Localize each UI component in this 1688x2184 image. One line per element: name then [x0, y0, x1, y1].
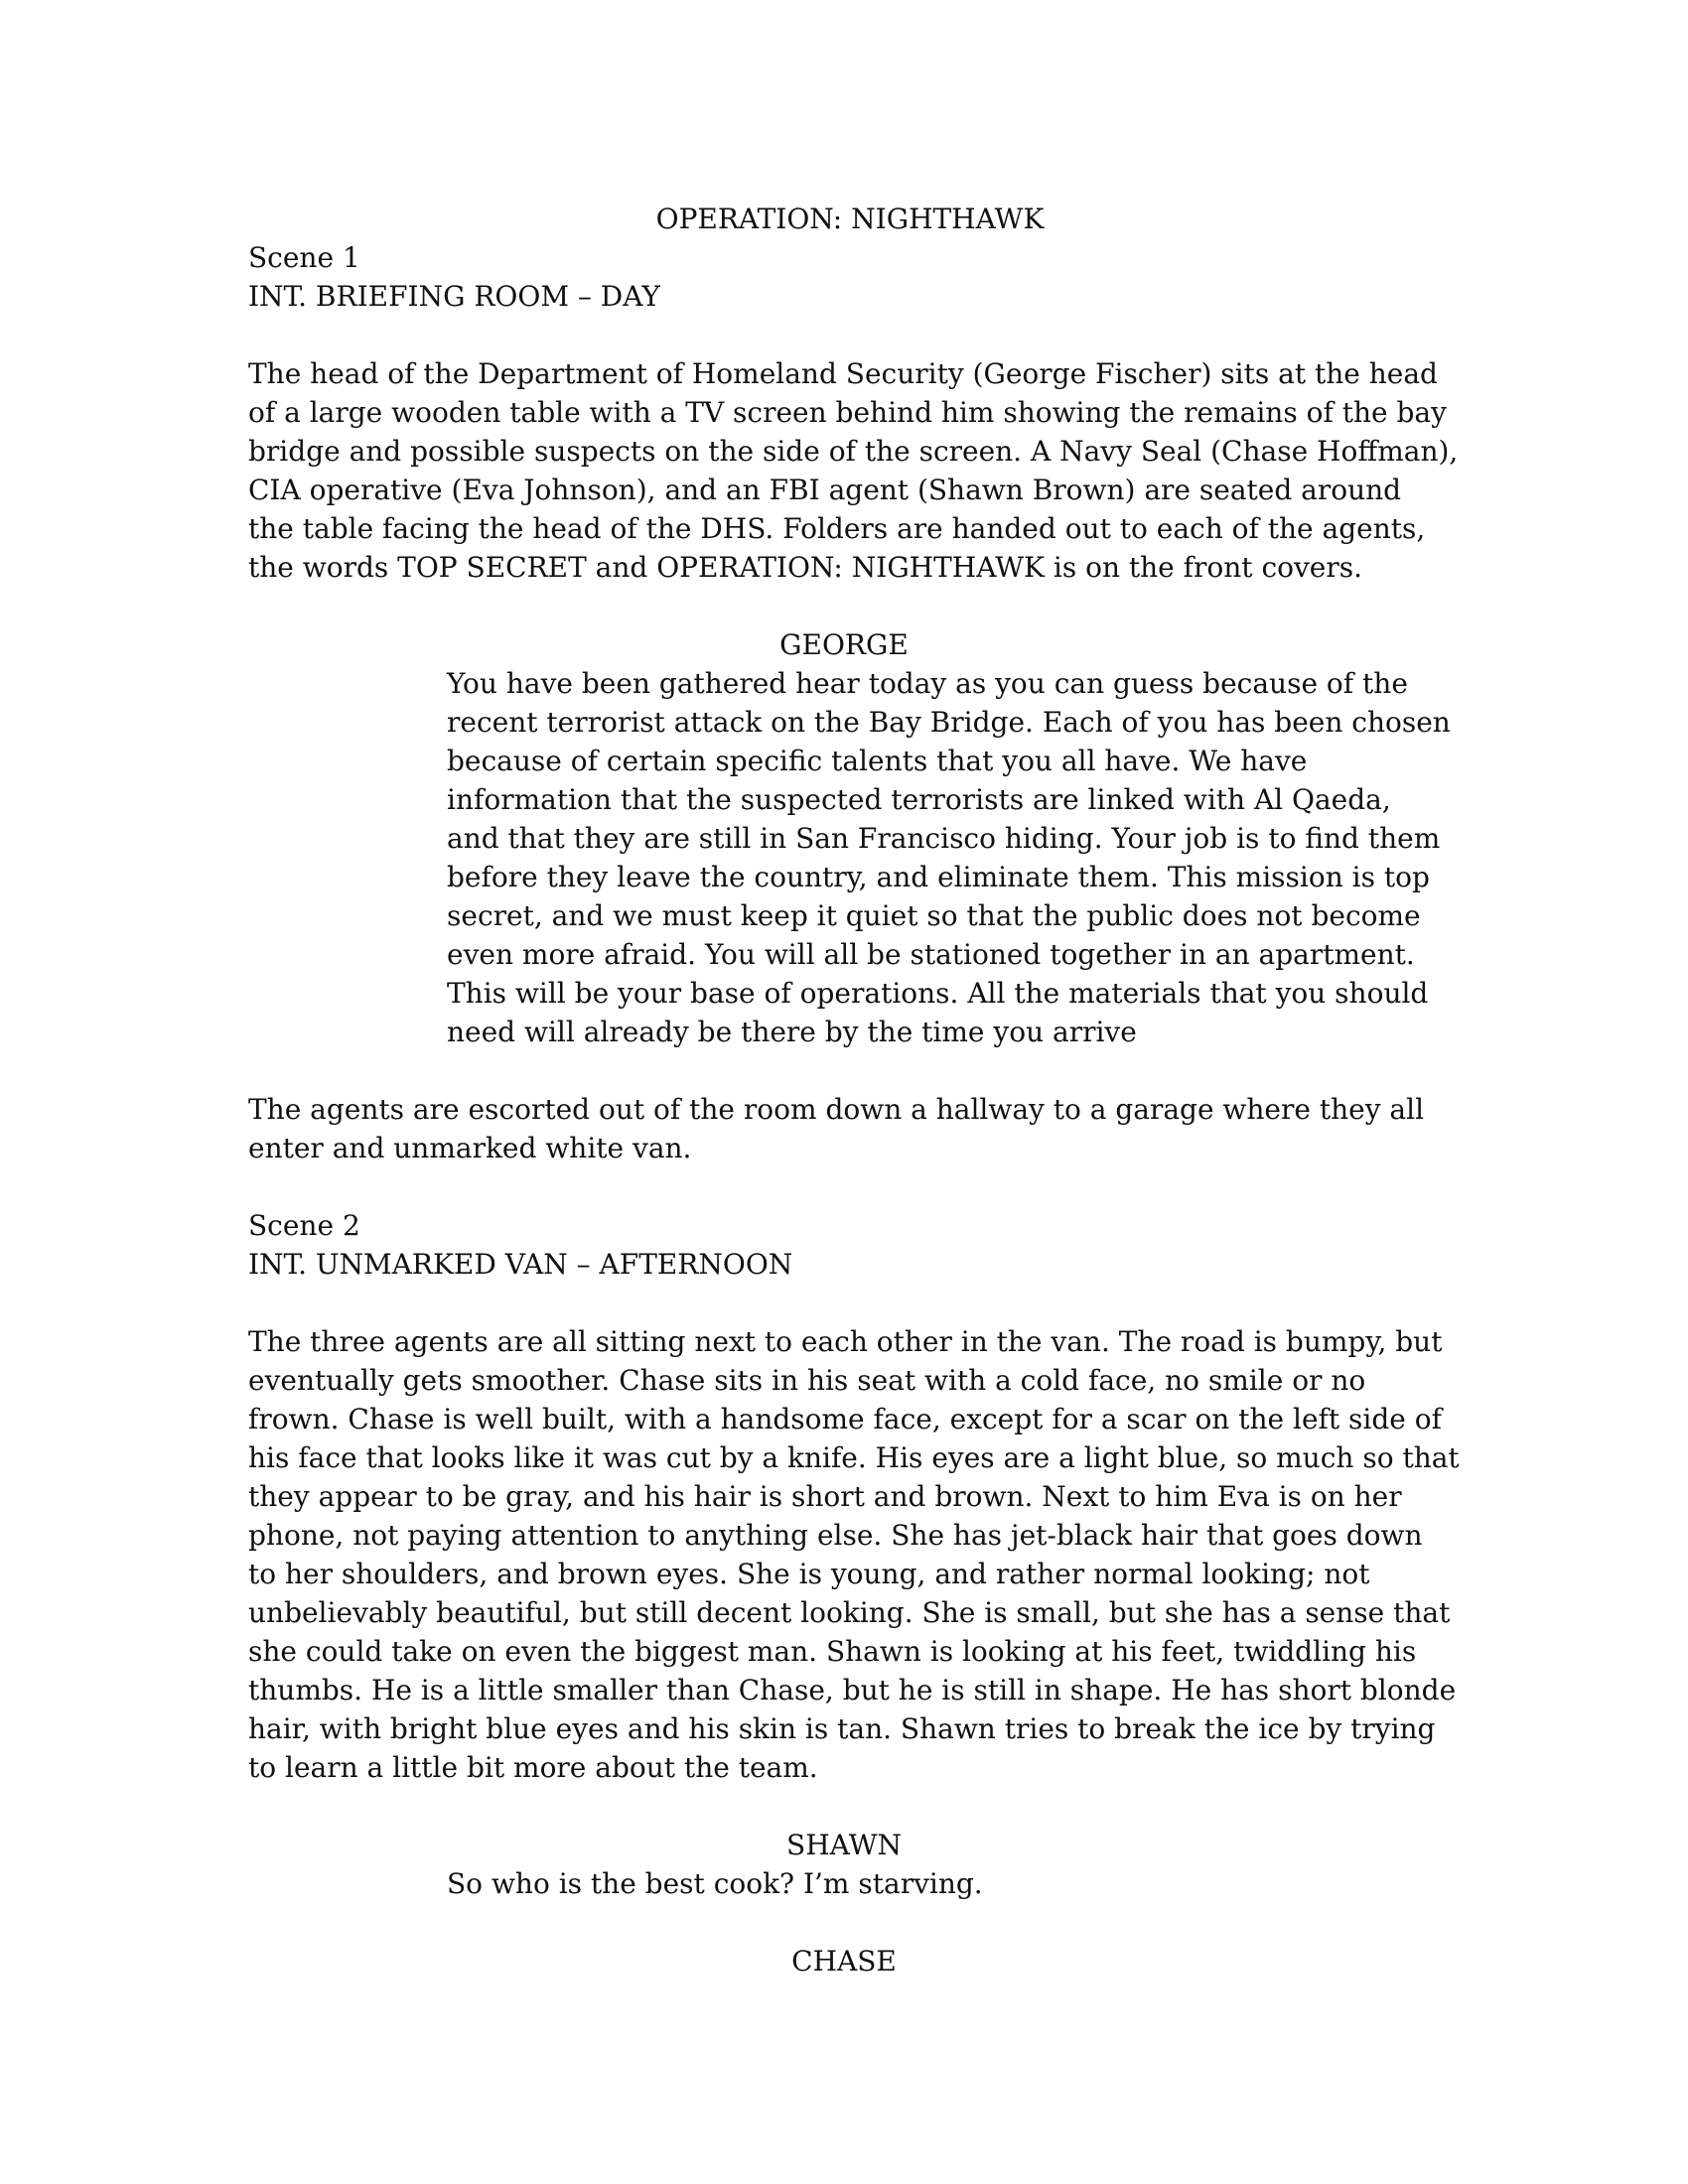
action-line: the table facing the head of the DHS. Folders are handed out to each of the agents,	[248, 512, 1426, 545]
dialogue-line: information that the suspected terrorists are linked with Al Qaeda,	[447, 783, 1391, 816]
action-line: eventually gets smoother. Chase sits in his seat with a cold face, no smile or no	[248, 1364, 1366, 1397]
scene-1-heading: Scene 1	[248, 241, 360, 274]
action-line: she could take on even the biggest man. Shawn is looking at his feet, twiddling his	[248, 1635, 1417, 1668]
scene-2-heading: Scene 2	[248, 1209, 360, 1242]
dialogue-line: before they leave the country, and eliminate them. This mission is top	[447, 861, 1430, 893]
action-line: his face that looks like it was cut by a knife. His eyes are a light blue, so much so that	[248, 1441, 1460, 1474]
action-line: of a large wooden table with a TV screen behind him showing the remains of the bay	[248, 396, 1447, 429]
character-name-george: GEORGE	[779, 628, 909, 661]
dialogue-line: because of certain specific talents that you all have. We have	[447, 745, 1308, 777]
scene-2-action	[248, 1322, 1460, 1787]
action-line: unbelievably beautiful, but still decent looking. She is small, but she has a sense that	[248, 1596, 1451, 1629]
action-line: hair, with bright blue eyes and his skin is tan. Shawn tries to break the ice by trying	[248, 1712, 1436, 1745]
action-line: The three agents are all sitting next to each other in the van. The road is bumpy, but	[248, 1325, 1443, 1358]
action-line: to learn a little bit more about the team.	[248, 1751, 818, 1784]
scene-1-action-2	[248, 1090, 1440, 1167]
action-line: the words TOP SECRET and OPERATION: NIGHTHAWK is on the front covers.	[248, 551, 1363, 584]
dialogue-line: need will already be there by the time you arrive	[447, 1016, 1137, 1048]
scene-1-slugline: INT. BRIEFING ROOM – DAY	[248, 280, 660, 313]
action-line: bridge and possible suspects on the side of the screen. A Navy Seal (Chase Hoffman),	[248, 435, 1459, 468]
document-title-text: OPERATION: NIGHTHAWK	[655, 203, 1045, 235]
dialogue-line: secret, and we must keep it quiet so that the public does not become	[447, 899, 1421, 932]
document-title	[0, 200, 1688, 238]
action-line: frown. Chase is well built, with a handsome face, except for a scar on the left side of	[248, 1403, 1442, 1435]
action-line: they appear to be gray, and his hair is short and brown. Next to him Eva is on her	[248, 1480, 1402, 1513]
dialogue-line: and that they are still in San Francisco hiding. Your job is to find them	[447, 822, 1441, 855]
action-line: enter and unmarked white van.	[248, 1132, 692, 1164]
character-name-chase: CHASE	[791, 1945, 897, 1978]
george-dialogue	[447, 664, 1451, 1051]
scene-2-slugline: INT. UNMARKED VAN – AFTERNOON	[248, 1248, 793, 1281]
action-line: phone, not paying attention to anything else. She has jet-black hair that goes down	[248, 1519, 1423, 1552]
dialogue-line: even more afraid. You will all be stationed together in an apartment.	[447, 938, 1415, 971]
shawn-dialogue: So who is the best cook? I’m starving.	[447, 1867, 983, 1900]
dialogue-line: recent terrorist attack on the Bay Bridge. Each of you has been chosen	[447, 706, 1451, 739]
scene-1-action	[248, 354, 1459, 587]
action-line: to her shoulders, and brown eyes. She is young, and rather normal looking; not	[248, 1558, 1370, 1590]
action-line: The head of the Department of Homeland Security (George Fischer) sits at the head	[248, 357, 1438, 390]
dialogue-line: This will be your base of operations. All the materials that you should	[447, 977, 1429, 1010]
character-name-shawn: SHAWN	[786, 1829, 902, 1861]
action-line: CIA operative (Eva Johnson), and an FBI agent (Shawn Brown) are seated around	[248, 474, 1402, 506]
dialogue-line: You have been gathered hear today as you can guess because of the	[447, 667, 1408, 700]
action-line: thumbs. He is a little smaller than Chase, but he is still in shape. He has short blonde	[248, 1674, 1457, 1706]
action-line: The agents are escorted out of the room down a hallway to a garage where they all	[248, 1093, 1425, 1126]
